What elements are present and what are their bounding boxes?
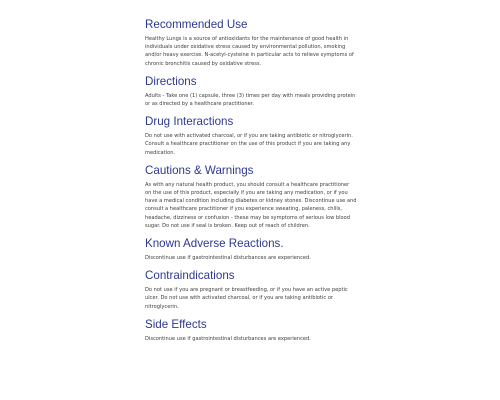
side-effects-heading: Side Effects — [145, 317, 207, 331]
drug-interactions-text: Do not use with activated charcoal, or if you are taking antibiotic or nitroglycerin. Consult a healthcare practitioner on the use of this product if you are taking any medication. — [145, 133, 353, 156]
drug-interactions-section — [145, 114, 357, 157]
cautions-warnings-section — [145, 163, 357, 230]
contraindications-text: Do not use if you are pregnant or breastfeeding, or if you have an active peptic ulcer. Do not use with activated charcoal, or if you are taking antibiotic or nitroglycerin. — [145, 287, 348, 310]
recommended-use-section — [145, 17, 357, 68]
adverse-reactions-heading: Known Adverse Reactions. — [145, 237, 284, 251]
directions-text: Adults - Take one (1) capsule, three (3) times per day with meals providing protein or as directed by a healthcare practitioner. — [145, 92, 356, 108]
contraindications-heading: Contraindications — [145, 269, 235, 283]
product-info-content — [145, 17, 357, 343]
recommended-use-text: Healthy Lungs is a source of antioxidants for the maintenance of good health in individuals under oxidative stress caused by environmental pollution, smoking and/or heavy exercise. N-acetyl-cysteine in particular acts to relieve symptoms of chronic bronchitis caused by oxidative stress. — [145, 36, 354, 67]
cautions-warnings-heading: Cautions & Warnings — [145, 163, 254, 177]
adverse-reactions-section — [145, 236, 357, 262]
contraindications-section — [145, 268, 357, 311]
adverse-reactions-text: Discontinue use if gastrointestinal disturbances are experienced. — [145, 255, 311, 262]
directions-section — [145, 74, 357, 108]
recommended-use-heading: Recommended Use — [145, 18, 248, 31]
side-effects-section — [145, 317, 357, 343]
cautions-warnings-text: As with any natural health product, you should consult a healthcare practitioner on the use of this product, especially if you are taking any medication, or if you have a medical condition including diabetes or kidney stones. Discontinue use and consult a healthcare practitioner if you experience sweating, paleness, chills, headache, dizziness or confusion - these may be symptoms of serious low blood sugar. Do not use if seal is broken. Keep out of reach of children. — [145, 181, 357, 229]
directions-heading: Directions — [145, 74, 197, 88]
drug-interactions-heading: Drug Interactions — [145, 115, 234, 129]
side-effects-text: Discontinue use if gastrointestinal disturbances are experienced. — [145, 335, 311, 342]
